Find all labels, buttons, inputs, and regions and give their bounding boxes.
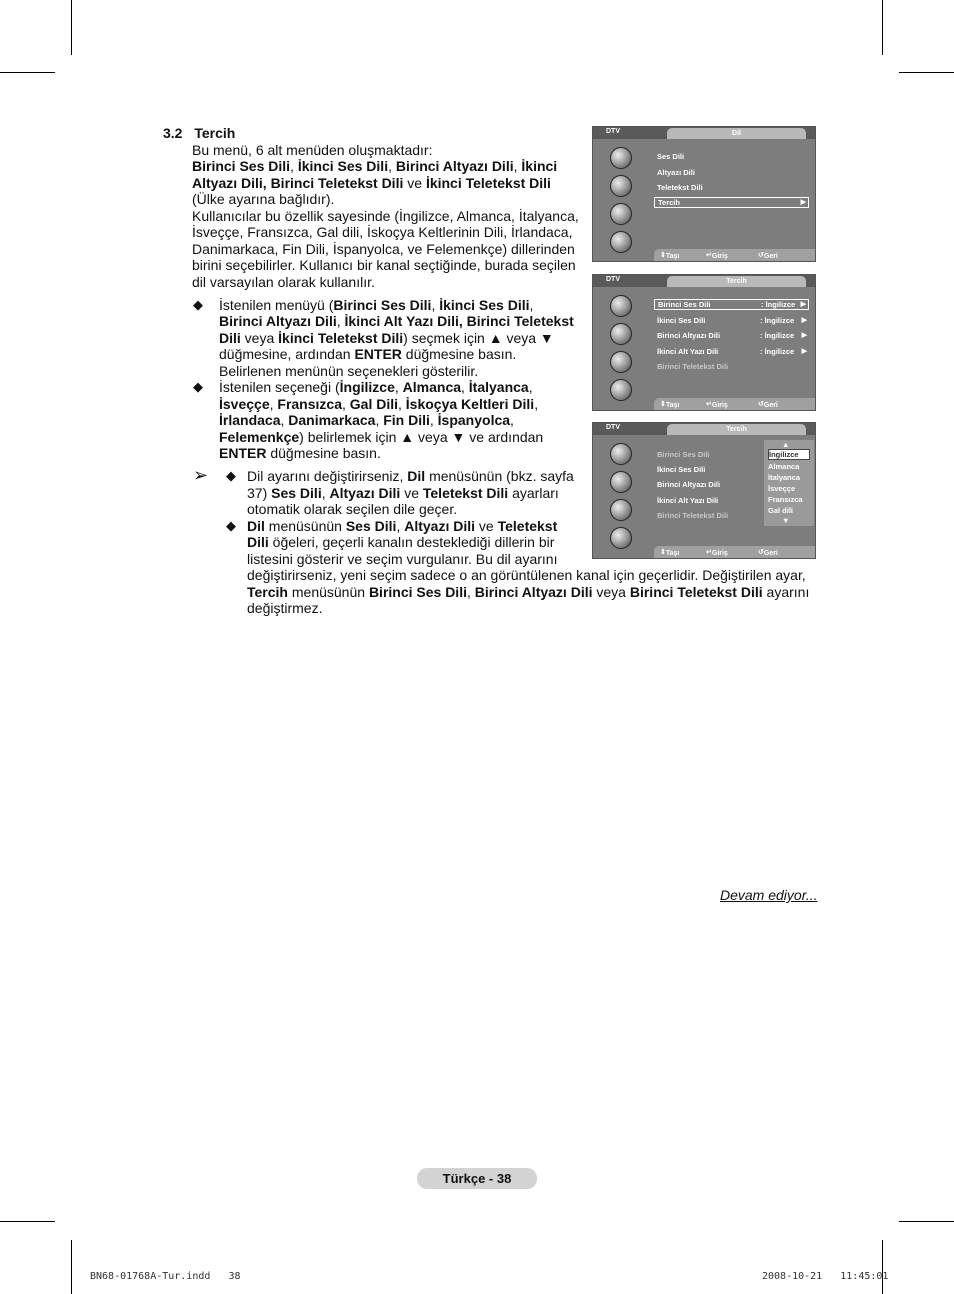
sound-icon (610, 175, 632, 197)
menu-item-selected[interactable]: Tercih ▶ (654, 197, 809, 208)
section-title: Tercih (194, 125, 236, 141)
menu-item[interactable]: Ses Dili (657, 152, 685, 161)
dropdown-option[interactable]: İsveççe (768, 484, 796, 493)
note1-line3: otomatik olarak seçilen dile geçer. (247, 501, 458, 517)
dropdown-option[interactable]: Almanca (768, 462, 800, 471)
section-heading (163, 125, 235, 141)
footer-move: ⇕ Taşı (660, 401, 680, 409)
footer-back: ↺ Geri (758, 252, 778, 260)
footer-move: ⇕ Taşı (660, 252, 680, 260)
footer-back: ↺ Geri (758, 549, 778, 557)
paragraph-line: dil varsayılan olarak kullanılır. (192, 274, 375, 290)
crop-mark (899, 72, 954, 73)
bullet2-line4: Felemenkçe) belirlemek için ▲ veya ▼ ve ardından (219, 429, 544, 445)
arrow-right-icon: ▶ (801, 317, 807, 324)
diamond-bullet-icon: ◆ (226, 518, 236, 533)
note2-line5: Tercih menüsünün Birinci Ses Dili, Birinci Altyazı Dili veya Birinci Teletekst Dili ayarını (247, 584, 810, 600)
footer-move: ⇕ Taşı (660, 549, 680, 557)
bullet1-line2: Birinci Altyazı Dili, İkinci Alt Yazı Dili, Birinci Teletekst (219, 313, 574, 329)
crop-mark (882, 1240, 883, 1294)
diamond-bullet-icon: ◆ (193, 297, 203, 312)
scroll-down-icon[interactable]: ▼ (782, 516, 790, 525)
screen-footer (654, 546, 815, 558)
dropdown-option-selected[interactable]: İngilizce (768, 449, 810, 460)
submenu-list-line2: Altyazı Dili, Birinci Teletekst Dili ve İkinci Teletekst Dili (192, 175, 551, 191)
bullet1-line5: Belirlenen menünün seçenekleri gösterilir. (219, 363, 479, 379)
menu-item[interactable]: İkinci Alt Yazı Dili : İngilizce ▶ (657, 347, 807, 356)
note1-line2: 37) Ses Dili, Altyazı Dili ve Teletekst Dili ayarları (247, 485, 559, 501)
paragraph-line: İsveççe, Fransızca, Gal dili, İskoçya Keltlerinin Dili, İrlandaca, (192, 224, 573, 240)
crop-mark (899, 1221, 954, 1222)
page-number-badge: Türkçe - 38 (417, 1168, 537, 1189)
submenu-list-line1: Birinci Ses Dili, İkinci Ses Dili, Birinci Altyazı Dili, İkinci (192, 158, 558, 174)
note2-line2: Dili öğeleri, geçerli kanalın desteklediği dillerin bir (247, 534, 555, 550)
screen-footer (654, 249, 815, 261)
tv-screen-preference-menu (592, 274, 816, 411)
footer-back: ↺ Geri (758, 401, 778, 409)
menu-tab-title: Tercih (667, 424, 806, 435)
dropdown-option[interactable]: Gal dili (768, 506, 794, 515)
footer-enter: ↵ Giriş (706, 549, 728, 557)
note2-line3: listesini gösterir ve seçim vurgulanır. Bu dil ayarını (247, 551, 558, 567)
picture-icon (610, 295, 632, 317)
note2-line6: değiştirmez. (247, 600, 323, 616)
section-number: 3.2 (163, 125, 183, 141)
print-slug-file: BN68-01768A-Tur.indd 38 (90, 1271, 241, 1282)
crop-mark (882, 0, 883, 55)
crop-mark (71, 0, 72, 55)
menu-item[interactable]: İkinci Ses Dili (657, 465, 706, 474)
input-icon (610, 379, 632, 401)
setup-icon (610, 499, 632, 521)
tv-screen-language-popup (592, 422, 816, 559)
paragraph-line: Kullanıcılar bu özellik sayesinde (İngilizce, Almanca, İtalyanca, (192, 208, 579, 224)
dropdown-option[interactable]: İtalyanca (768, 473, 801, 482)
diamond-bullet-icon: ◆ (193, 379, 203, 394)
sound-icon (610, 323, 632, 345)
bullet1-line1: İstenilen menüyü (Birinci Ses Dili, İkinci Ses Dili, (219, 297, 534, 313)
menu-item[interactable]: Altyazı Dili (657, 168, 695, 177)
print-slug-datetime: 2008-10-21 11:45:01 (762, 1271, 889, 1282)
menu-item[interactable]: İkinci Alt Yazı Dili (657, 496, 719, 505)
crop-mark (0, 1221, 55, 1222)
bullet2-line3: İrlandaca, Danimarkaca, Fin Dili, İspanyolca, (219, 412, 514, 428)
menu-item[interactable]: Birinci Altyazı Dili (657, 480, 721, 489)
bullet1-line4: düğmesine, ardından ENTER düğmesine basın. (219, 346, 517, 362)
menu-item-selected[interactable]: Birinci Ses Dili : İngilizce ▶ (654, 299, 809, 310)
arrow-right-icon: ▶ (801, 332, 807, 339)
bullet1-line3: Dili veya İkinci Teletekst Dili) seçmek için ▲ veya ▼ (219, 330, 554, 346)
setup-icon (610, 203, 632, 225)
note2-line1: Dil menüsünün Ses Dili, Altyazı Dili ve Teletekst (247, 518, 558, 534)
dtv-label: DTV (606, 424, 620, 431)
diamond-bullet-icon: ◆ (226, 468, 236, 483)
intro-text: Bu menü, 6 alt menüden oluşmaktadır: (192, 142, 433, 158)
note-arrow-icon: ➢ (193, 465, 209, 485)
footer-enter: ↵ Giriş (706, 401, 728, 409)
menu-item[interactable]: Birinci Ses Dili (657, 450, 710, 459)
menu-tab-title: Dil (667, 128, 806, 139)
tv-screen-language-menu (592, 126, 816, 262)
menu-item[interactable]: Birinci Altyazı Dili : İngilizce ▶ (657, 331, 807, 340)
input-icon (610, 527, 632, 549)
crop-mark (0, 72, 55, 73)
picture-icon (610, 443, 632, 465)
paragraph-line: birini seçebilirler. Kullanıcı bir kanal seçtiğinde, burada seçilen (192, 257, 576, 273)
input-icon (610, 231, 632, 253)
dtv-label: DTV (606, 276, 620, 283)
submenu-list-line3: (Ülke ayarına bağlıdır). (192, 191, 335, 207)
bullet2-line2: İsveççe, Fransızca, Gal Dili, İskoçya Keltleri Dili, (219, 396, 539, 412)
language-dropdown[interactable] (764, 440, 814, 526)
menu-item[interactable]: İkinci Ses Dili : İngilizce ▶ (657, 316, 807, 325)
sound-icon (610, 471, 632, 493)
arrow-right-icon: ▶ (800, 199, 806, 206)
setup-icon (610, 351, 632, 373)
menu-item[interactable]: Teletekst Dili (657, 183, 703, 192)
bullet2-line1: İstenilen seçeneği (İngilizce, Almanca, İtalyanca, (219, 379, 533, 395)
dropdown-option[interactable]: Fransızca (768, 495, 803, 504)
note1-line1: Dil ayarını değiştirirseniz, Dil menüsünün (bkz. sayfa (247, 468, 574, 484)
dtv-label: DTV (606, 128, 620, 135)
screen-footer (654, 398, 815, 410)
scroll-up-icon[interactable]: ▲ (782, 440, 790, 449)
paragraph-line: Danimarkaca, Fin Dili, İspanyolca, ve Felemenkçe) dillerinden (192, 241, 575, 257)
menu-tab-title: Tercih (667, 276, 806, 287)
footer-enter: ↵ Giriş (706, 252, 728, 260)
menu-item-disabled: Birinci Teletekst Dili (657, 511, 729, 520)
bullet2-line5: ENTER düğmesine basın. (219, 445, 381, 461)
menu-item-disabled: Birinci Teletekst Dili (657, 362, 729, 371)
continued-note: Devam ediyor... (720, 887, 818, 903)
note2-line4: değiştirirseniz, yeni seçim sadece o an görüntülenen kanal için geçerlidir. Değiştirilen ayar, (247, 567, 806, 583)
picture-icon (610, 147, 632, 169)
crop-mark (71, 1240, 72, 1294)
arrow-right-icon: ▶ (800, 301, 806, 308)
arrow-right-icon: ▶ (801, 348, 807, 355)
